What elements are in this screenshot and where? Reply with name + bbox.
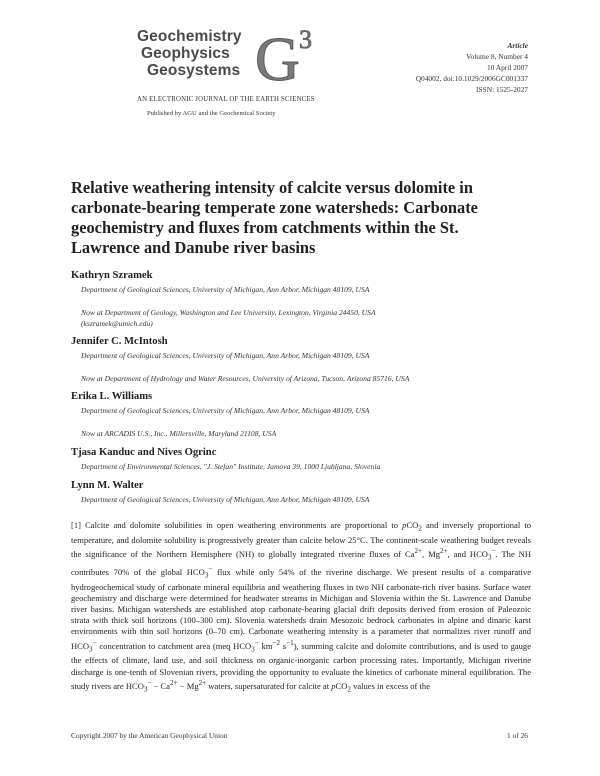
journal-name-line1: Geochemistry: [137, 28, 242, 45]
author-current-affiliation: Now at Department of Hydrology and Water Resources, University of Arizona, Tucson, Arizona 85716, USA: [81, 374, 410, 383]
g3-logo-icon: [253, 24, 323, 84]
author-name: Tjasa Kanduc and Nives Ogrinc: [71, 447, 217, 458]
author-affiliation: Department of Geological Sciences, University of Michigan, Ann Arbor, Michigan 48109, USA: [81, 495, 370, 504]
author-name: Jennifer C. McIntosh: [71, 336, 168, 347]
journal-name-line3: Geosystems: [147, 62, 241, 79]
journal-logo: [137, 25, 387, 120]
publisher-line: Published by AGU and the Geochemical Society: [147, 110, 276, 117]
g3-logo-letter: G: [255, 26, 300, 84]
page-number: 1 of 26: [507, 731, 528, 740]
current-affiliation-text: Now at Department of Geology, Washington and Lee University, Lexington, Virginia 24450, USA: [81, 308, 376, 317]
author-affiliation: Department of Environmental Sciences, "J. Stefan" Institute, Jamova 39, 1000 Ljubljana, Slovenia: [81, 462, 381, 471]
author-affiliation: Department of Geological Sciences, University of Michigan, Ann Arbor, Michigan 48109, USA: [81, 406, 370, 415]
author-name: Erika L. Williams: [71, 391, 153, 402]
journal-tagline: AN ELECTRONIC JOURNAL OF THE EARTH SCIENCES: [137, 96, 315, 103]
copyright-notice: Copyright 2007 by the American Geophysical Union: [71, 731, 228, 740]
article-meta: [416, 40, 528, 95]
author-affiliation: Department of Geological Sciences, University of Michigan, Ann Arbor, Michigan 48109, USA: [81, 351, 370, 360]
journal-name-line2: Geophysics: [141, 45, 230, 62]
article-label: Article: [507, 41, 528, 50]
author-affiliation: Department of Geological Sciences, University of Michigan, Ann Arbor, Michigan 48109, USA: [81, 285, 370, 294]
article-title: Relative weathering intensity of calcite versus dolomite in carbonate-bearing temperate zone watersheds: Carbonate geochemistry and fluxes from catchments within the St. Lawrence and Danube river basins: [71, 178, 478, 257]
author-email[interactable]: (kszramek@umich.edu): [81, 319, 153, 328]
volume-number: Volume 8, Number 4: [466, 52, 528, 61]
author-name: Lynn M. Walter: [71, 480, 144, 491]
doi[interactable]: Q04002, doi:10.1029/2006GC001337: [415, 74, 528, 83]
author-name: Kathryn Szramek: [71, 270, 153, 281]
issn: ISSN: 1525-2027: [476, 85, 528, 94]
author-current-affiliation: [81, 307, 376, 329]
publication-date: 10 April 2007: [486, 63, 528, 72]
paragraph-number: [1]: [71, 520, 81, 530]
abstract-paragraph: [1] Calcite and dolomite solubilities in open weathering environments are proportional to pCO$_2$ and inversely proportional to temperature, and dolomite solubility is progressively greater than calcite below 25°C. The continent-scale weathering budget reveals the significance of the Northern Hemisphere (NH) to globally integrated riverine fluxes of $Ca^{2+}$, $Mg^{2+}$, and $HCO_3^-$. The NH contributes 70% of the global $HCO_3^-$ flux while only 54% of the riverine discharge. We present results of a comparative hydrogeochemical study of carbonate mineral equilibria and weathering fluxes in two NH carbonate-rich river basins. Surface water geochemistry and discharge were determined for headwater streams in Michigan and Slovenia within the St. Lawrence and Danube river basins. Michigan watersheds are established atop carbonate-bearing glacial drift deposits derived from erosion of Paleozoic strata with thick soil horizons (100–300 cm). Slovenia watersheds drain Mesozoic bedrock carbonates in alpine and dinaric karst environments with thin soil horizons (0–70 cm). Carbonate weathering intensity is a parameter that normalizes river runoff and $HCO_3^-$ concentration to catchment area (meq $HCO_3^-$ $km^{-2}$ $s^{-1}$), summing calcite and dolomite contributions, and is used to gauge the effects of climate, land use, and soil thickness on organic-inorganic carbon processing rates. Importantly, Michigan riverine discharge is one-tenth of Slovenian rivers, providing the opportunity to evaluate the kinetics of carbonate mineral equilibration. The study rivers are $HCO_3^- - Ca^{2+} - Mg^{2+}$ waters, supersaturated for calcite at pCO$_2$ values in excess of the: [71, 520, 532, 694]
author-current-affiliation: Now at ARCADIS U.S., Inc., Millersville, Maryland 21108, USA: [81, 429, 277, 438]
g3-logo-superscript: 3: [299, 25, 312, 54]
